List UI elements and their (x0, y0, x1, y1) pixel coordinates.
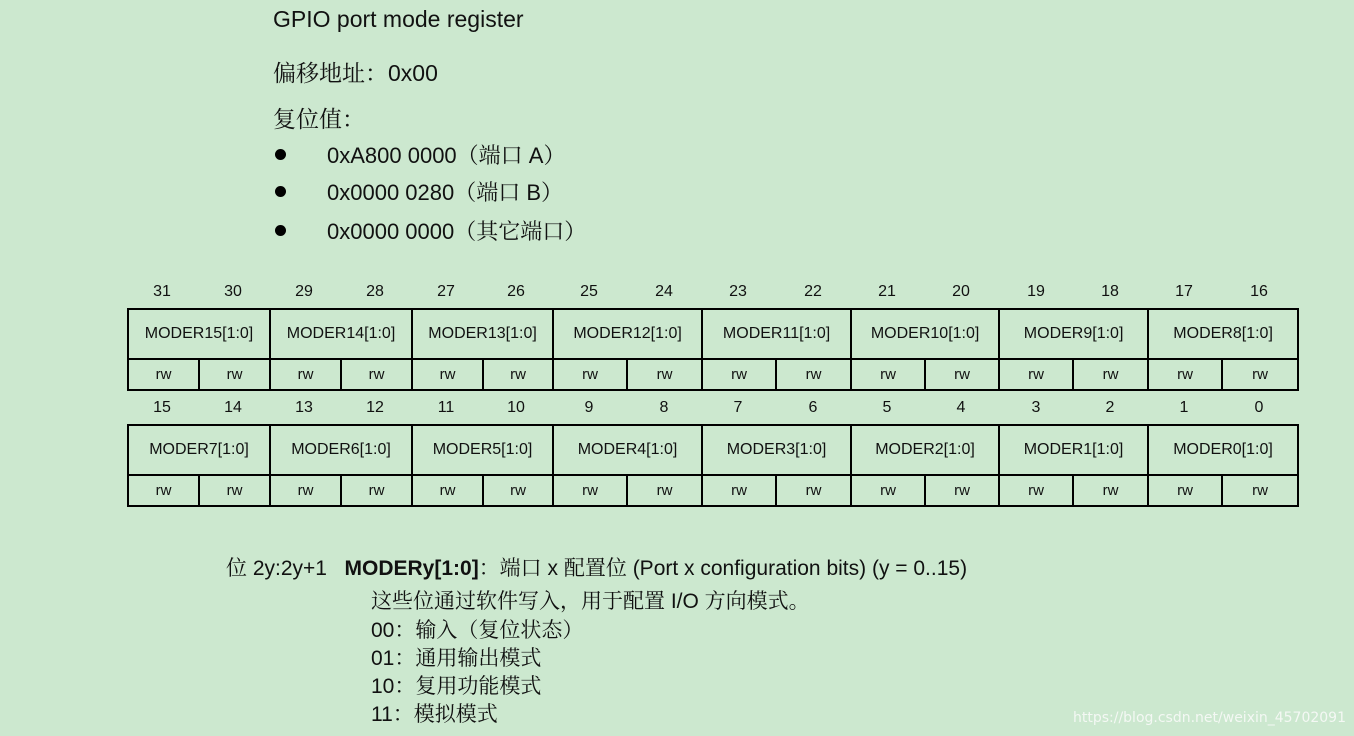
access-cell: rw (341, 475, 412, 506)
bit-number: 12 (366, 399, 384, 416)
field-cell: MODER12[1:0] (553, 309, 702, 359)
bit-description-heading (226, 552, 967, 582)
field-cell: MODER10[1:0] (851, 309, 999, 359)
bit-number: 4 (956, 399, 966, 416)
access-cell: rw (199, 475, 270, 506)
field-cell: MODER2[1:0] (851, 425, 999, 475)
access-cell: rw (999, 475, 1073, 506)
access-cell: rw (702, 359, 776, 390)
register-table-upper (127, 308, 1299, 391)
field-cell: MODER3[1:0] (702, 425, 851, 475)
reset-value-text: 0x0000 0280（端口 B） (327, 180, 564, 205)
access-cell: rw (851, 475, 925, 506)
access-cell: rw (199, 359, 270, 390)
bit-number: 19 (1027, 283, 1045, 300)
bit-number: 23 (729, 283, 747, 300)
offset-address: 偏移地址：0x00 (273, 60, 438, 86)
bit-number: 8 (659, 399, 669, 416)
bit-number: 10 (507, 399, 525, 416)
access-cell: rw (1148, 475, 1222, 506)
bit-number: 28 (366, 283, 384, 300)
access-cell: rw (627, 475, 702, 506)
access-cell: rw (1222, 475, 1298, 506)
bit-number: 11 (437, 399, 455, 416)
access-cell: rw (270, 359, 341, 390)
field-cell: MODER0[1:0] (1148, 425, 1298, 475)
field-cell: MODER1[1:0] (999, 425, 1148, 475)
bit-number: 6 (808, 399, 818, 416)
watermark: https://blog.csdn.net/weixin_45702091 (1072, 710, 1346, 726)
bit-number: 30 (224, 283, 242, 300)
access-cell: rw (925, 475, 999, 506)
field-cell: MODER6[1:0] (270, 425, 412, 475)
reset-value-label: 复位值： (273, 106, 365, 132)
bit-number: 29 (295, 283, 313, 300)
bit-number: 21 (878, 283, 896, 300)
access-cell: rw (925, 359, 999, 390)
mode-item: 01：通用输出模式 (371, 647, 542, 670)
field-cell: MODER8[1:0] (1148, 309, 1298, 359)
bit-number: 24 (655, 283, 673, 300)
bit-number: 15 (153, 399, 171, 416)
access-cell: rw (483, 359, 553, 390)
bit-number: 22 (804, 283, 822, 300)
access-cell: rw (412, 359, 483, 390)
bit-number: 18 (1101, 283, 1119, 300)
field-cell: MODER7[1:0] (128, 425, 270, 475)
bit-number: 27 (437, 283, 455, 300)
field-cell: MODER14[1:0] (270, 309, 412, 359)
bit-number: 2 (1105, 399, 1115, 416)
access-cell: rw (412, 475, 483, 506)
bullet-icon (275, 186, 286, 197)
field-cell: MODER15[1:0] (128, 309, 270, 359)
bit-range: 位 2y:2y+1 (226, 557, 327, 580)
field-cell: MODER5[1:0] (412, 425, 553, 475)
access-cell: rw (999, 359, 1073, 390)
access-cell: rw (553, 359, 627, 390)
access-cell: rw (341, 359, 412, 390)
access-cell: rw (128, 359, 199, 390)
field-name: MODERy[1:0] (344, 557, 479, 580)
access-cell: rw (1222, 359, 1298, 390)
reset-value-text: 0x0000 0000（其它端口） (327, 219, 587, 244)
bit-number: 17 (1175, 283, 1193, 300)
access-cell: rw (776, 475, 851, 506)
field-cell: MODER4[1:0] (553, 425, 702, 475)
bit-number: 16 (1250, 283, 1268, 300)
field-cell: MODER9[1:0] (999, 309, 1148, 359)
bit-number: 1 (1179, 399, 1189, 416)
access-cell: rw (483, 475, 553, 506)
register-title: GPIO port mode register (273, 6, 524, 32)
access-cell: rw (1073, 475, 1148, 506)
bit-number: 5 (882, 399, 892, 416)
bit-description-summary: 这些位通过软件写入，用于配置 I/O 方向模式。 (371, 590, 810, 613)
access-cell: rw (1148, 359, 1222, 390)
access-cell: rw (1073, 359, 1148, 390)
mode-item: 00：输入（复位状态） (371, 619, 584, 642)
field-cell: MODER11[1:0] (702, 309, 851, 359)
bit-number: 9 (584, 399, 594, 416)
access-cell: rw (128, 475, 199, 506)
mode-item: 11：模拟模式 (371, 703, 498, 726)
bit-number: 25 (580, 283, 598, 300)
field-description: ：端口 x 配置位 (Port x configuration bits) (y = 0..15) (478, 557, 968, 580)
access-cell: rw (270, 475, 341, 506)
reset-value-text: 0xA800 0000（端口 A） (327, 143, 566, 168)
access-cell: rw (627, 359, 702, 390)
bit-number: 26 (507, 283, 525, 300)
bit-numbers-upper (127, 283, 1297, 303)
bit-number: 0 (1254, 399, 1264, 416)
bit-number: 7 (733, 399, 743, 416)
access-cell: rw (851, 359, 925, 390)
bit-number: 31 (153, 283, 171, 300)
access-cell: rw (776, 359, 851, 390)
mode-item: 10：复用功能模式 (371, 675, 542, 698)
bit-number: 13 (295, 399, 313, 416)
access-cell: rw (702, 475, 776, 506)
register-table-lower (127, 424, 1299, 507)
bit-numbers-lower (127, 399, 1297, 419)
bit-number: 3 (1031, 399, 1041, 416)
field-cell: MODER13[1:0] (412, 309, 553, 359)
bullet-icon (275, 225, 286, 236)
bit-number: 14 (224, 399, 242, 416)
bit-number: 20 (952, 283, 970, 300)
bullet-icon (275, 149, 286, 160)
access-cell: rw (553, 475, 627, 506)
